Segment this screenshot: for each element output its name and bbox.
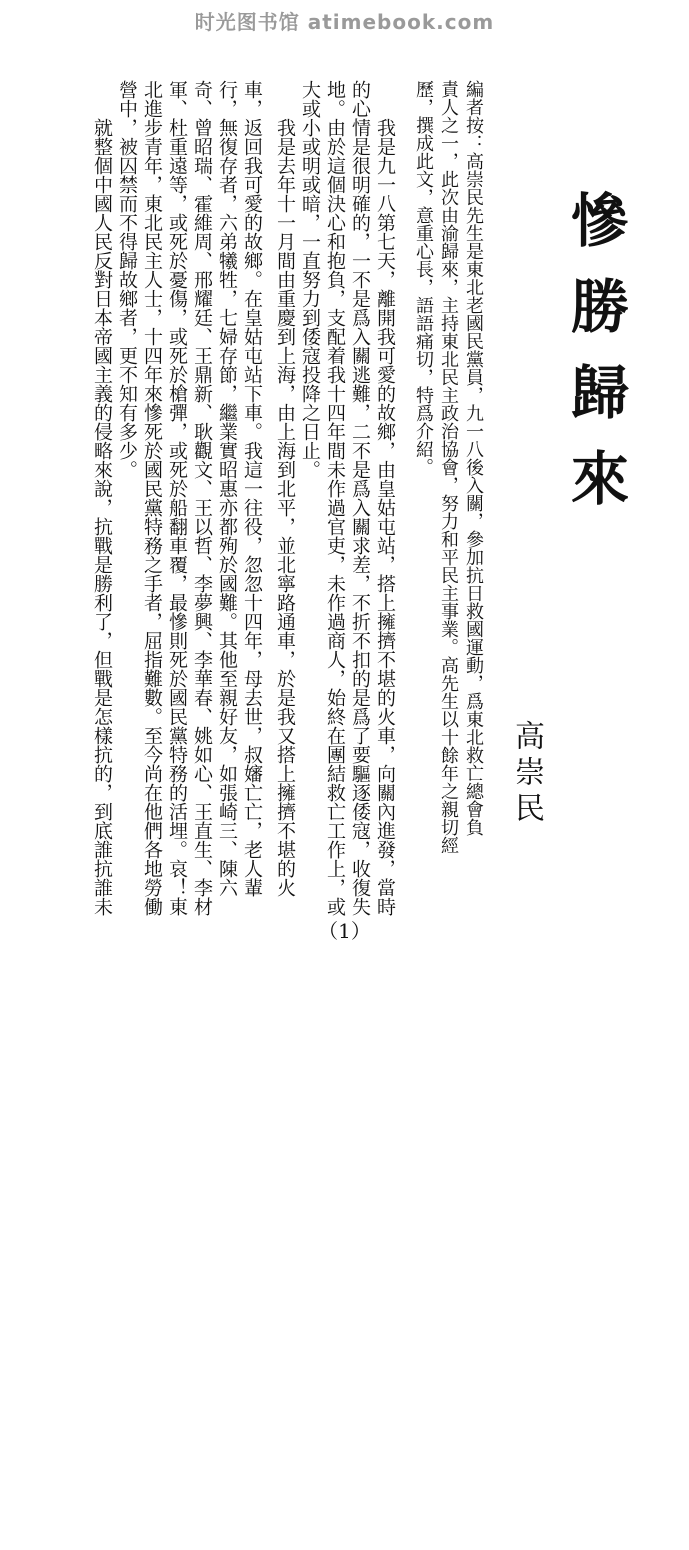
- body-line: 行，無復存者，六弟犧牲，七婦存節，繼業實昭惠亦都殉於國難。其他至親好友，如張崎三、陳六: [216, 80, 238, 897]
- editor-note-line: 責人之一，此次由渝歸來，主持東北民主政治協會，努力和平民主事業。高先生以十餘年之親切經: [438, 80, 459, 854]
- body-line: 北進步青年，東北民主人士，十四年來慘死於國民黨特務之手者，屈指難數。至今尚在他們各地勞働: [141, 80, 163, 916]
- body-line: 軍、杜重遠等，或死於憂傷，或死於槍彈，或死於船翻車覆，最慘則死於國民黨特務的活埋。哀！東: [166, 80, 188, 916]
- body-line: 我是去年十一月間由重慶到上海，由上海到北平，並北寧路通車，於是我又搭上擁擠不堪的火: [274, 118, 296, 897]
- watermark: 时光图书馆 atimebook.com: [194, 10, 495, 34]
- article-title: 慘勝歸來: [561, 190, 629, 534]
- body-line: 大或小或明或暗，一直努力到倭寇投降之日止。: [299, 80, 321, 479]
- body-line: 地。由於這個決心和抱負，支配着我十四年間未作過官吏，未作過商人，始終在團結救亡工作上，或: [324, 80, 346, 916]
- article-body: [81, 80, 397, 916]
- document-page: [91, 80, 630, 916]
- editor-note-line: 歷，撰成此文，意重心長，語語痛切，特爲介紹。: [413, 80, 434, 476]
- page-number: （1）: [318, 919, 371, 943]
- editor-note: [411, 80, 486, 910]
- editor-note-line: 編者按：高崇民先生是東北老國民黨員，九一八後入關，參加抗日救國運動，爲東北救亡總會負: [463, 80, 484, 836]
- body-line: 奇、曾昭瑞、霍維周、邢耀廷、王鼎新、耿觀文、王以哲、李夢興、李華春、姚如心、王直生、李材: [191, 80, 213, 916]
- body-line: 就整個中國人民反對日本帝國主義的侵略來說，抗戰是勝利了，但戰是怎樣抗的，到底誰抗誰未: [91, 118, 113, 916]
- body-line: 車，返回我可愛的故鄉。在皇姑屯站下車。我這一往役，忽忽十四年，母去世，叔嬸亡亡，老人輩: [241, 80, 263, 897]
- article-author: 高崇民: [509, 720, 544, 828]
- body-line: 營中，被囚禁而不得歸故鄉者，更不知有多少。: [116, 80, 138, 479]
- body-line: 我是九一八第七天，離開我可愛的故鄉，由皇姑屯站，搭上擁擠不堪的火車，向關內進發，當時: [374, 118, 396, 916]
- body-line: 的心情是很明確的，一不是爲入關逃難，二不是爲入關求差，不折不扣的是爲了要驅逐倭寇，收復失: [349, 80, 371, 916]
